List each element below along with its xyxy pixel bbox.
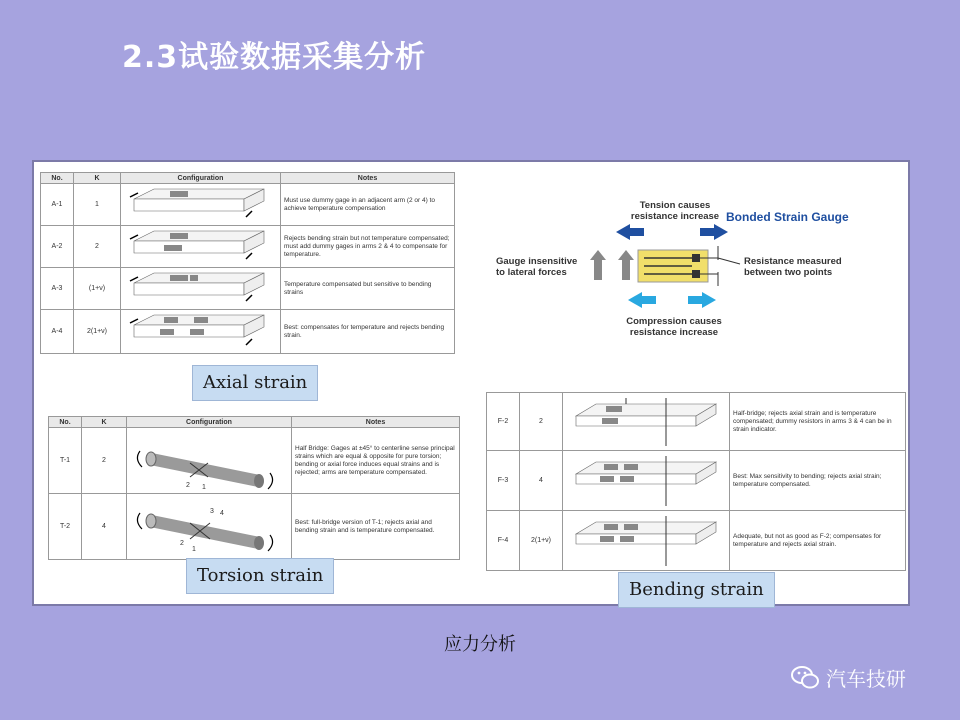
bending-table	[486, 392, 906, 571]
table-row	[49, 494, 460, 560]
caption: 应力分析	[444, 634, 516, 655]
configuration-diagram	[563, 451, 730, 511]
row-k: 2	[82, 428, 127, 494]
svg-text:2: 2	[186, 481, 190, 489]
row-no: A-1	[41, 184, 74, 226]
axial-strain-label: Axial strain	[192, 365, 318, 401]
table-row	[487, 393, 906, 451]
configuration-diagram	[121, 184, 281, 226]
table-row	[487, 511, 906, 571]
gauge-title: Bonded Strain Gauge	[726, 210, 849, 224]
row-notes: Must use dummy gage in an adjacent arm (2 or 4) to achieve temperature compensation	[281, 184, 455, 226]
watermark-text: 汽车技研	[826, 666, 906, 691]
header-k: K	[74, 173, 121, 184]
row-k: 2	[520, 393, 563, 451]
wechat-icon	[790, 664, 820, 690]
row-k: 4	[520, 451, 563, 511]
configuration-diagram	[121, 268, 281, 310]
row-k: 2(1+ν)	[520, 511, 563, 571]
row-notes: Best: full-bridge version of T-1; rejects axial and bending strain and is temperature compensated.	[292, 494, 460, 560]
header-configuration: Configuration	[121, 173, 281, 184]
axial-table	[40, 172, 455, 354]
header-no: No.	[49, 417, 82, 428]
row-no: A-2	[41, 226, 74, 268]
row-k: 2(1+ν)	[74, 310, 121, 354]
configuration-diagram	[563, 393, 730, 451]
svg-text:1: 1	[192, 545, 196, 553]
row-no: F-2	[487, 393, 520, 451]
watermark	[790, 662, 906, 692]
header-notes: Notes	[292, 417, 460, 428]
torsion-table	[48, 416, 460, 560]
row-no: A-3	[41, 268, 74, 310]
configuration-diagram	[127, 428, 292, 494]
slide-title: 2.3试验数据采集分析	[122, 40, 427, 75]
svg-text:4: 4	[220, 509, 224, 517]
torsion-strain-label: Torsion strain	[186, 558, 334, 594]
table-row	[49, 428, 460, 494]
row-notes: Half-bridge; rejects axial strain and is temperature compensated; dummy resistors in arms 3 & 4 can be in strain indicator.	[730, 393, 906, 451]
header-k: K	[82, 417, 127, 428]
row-k: 1	[74, 184, 121, 226]
row-notes: Temperature compensated but sensitive to bending strains	[281, 268, 455, 310]
tension-text: Tension causes resistance increase	[630, 200, 720, 222]
gauge-graphic	[478, 190, 868, 346]
row-k: (1+ν)	[74, 268, 121, 310]
configuration-diagram	[121, 310, 281, 354]
row-no: T-1	[49, 428, 82, 494]
row-no: T-2	[49, 494, 82, 560]
row-no: F-3	[487, 451, 520, 511]
table-row	[41, 226, 455, 268]
table-row	[41, 310, 455, 354]
table-row	[487, 451, 906, 511]
row-k: 4	[82, 494, 127, 560]
row-notes: Rejects bending strain but not temperature compensated; must add dummy gages in arms 2 & 4 to compensate for temperature.	[281, 226, 455, 268]
svg-text:2: 2	[180, 539, 184, 547]
bonded-strain-gauge-diagram	[478, 190, 868, 346]
lateral-text: Gauge insensitive to lateral forces	[496, 256, 578, 278]
bending-strain-label: Bending strain	[618, 572, 775, 608]
row-notes: Best: compensates for temperature and rejects bending strain.	[281, 310, 455, 354]
svg-text:3: 3	[210, 507, 214, 515]
table-row	[41, 268, 455, 310]
table-row	[41, 184, 455, 226]
row-no: A-4	[41, 310, 74, 354]
figure-panel	[32, 160, 910, 606]
header-notes: Notes	[281, 173, 455, 184]
row-k: 2	[74, 226, 121, 268]
row-notes: Adequate, but not as good as F-2; compensates for temperature and rejects axial strain.	[730, 511, 906, 571]
row-no: F-4	[487, 511, 520, 571]
svg-text:1: 1	[202, 483, 206, 491]
configuration-diagram	[121, 226, 281, 268]
header-configuration: Configuration	[127, 417, 292, 428]
configuration-diagram	[563, 511, 730, 571]
row-notes: Half Bridge: Gages at ±45° to centerline sense principal strains which are equal & opposite for pure torsion; bending or axial force induces equal strains and is rejected; arms are temperature compensated.	[292, 428, 460, 494]
header-no: No.	[41, 173, 74, 184]
configuration-diagram	[127, 494, 292, 560]
row-notes: Best: Max sensitivity to bending; rejects axial strain; temperature compensated.	[730, 451, 906, 511]
compression-text: Compression causes resistance increase	[626, 316, 722, 338]
resistance-text: Resistance measured between two points	[744, 256, 842, 278]
